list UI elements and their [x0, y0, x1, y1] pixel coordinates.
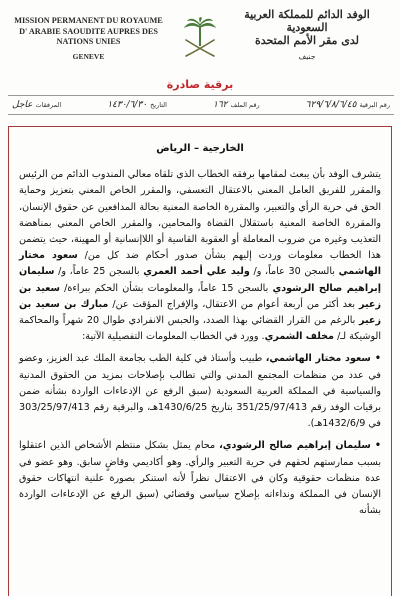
letterhead-french — [6, 16, 171, 62]
addressee: الخارجية – الرياض — [156, 143, 244, 154]
paragraph-text: بالسجن 25 عاماً، و/ — [58, 266, 140, 278]
reference-date — [107, 100, 167, 110]
person-name: سليمان إبراهيم صالح الرشودي — [19, 266, 381, 294]
reference-date-label: التاريخ — [150, 101, 167, 109]
letterhead-arabic-city: جنيف — [298, 52, 316, 61]
bullet-item — [19, 351, 381, 432]
reference-line — [8, 95, 394, 115]
bullet-icon: • — [374, 440, 381, 452]
reference-date-value: ١٤٣٠/٦/٣٠ — [107, 100, 148, 110]
letterhead-arabic — [222, 8, 392, 63]
paragraph-text: بالرغم من القرار القضائي بهذا الصدد، والحبس الانفرادي طوال 20 شهراً والمحاكمة الوشيكة لـ/ — [19, 315, 381, 343]
bullet-text: محام يمثل بشكل منتظم الأشخاص الذين اعتقلوا بسبب ممارستهم لحقهم في حرية التعبير والرأي. وهو أكاديمي وقاضٍ سابق. وهو عضو في عدة منظمات حقوقية وكان في الاعتقال نظراً لأنه استنكر بصورة علنية انتهاكات حقوق الإنسان في المملكة ونداءاته بإصلاح سياسي وقضائي (سبق الرفع عن الإدعاءات الواردة بشأنه — [19, 440, 381, 517]
reference-attachments-label: المرفقات — [35, 101, 62, 109]
bullet-name: سليمان إبراهيم صالح الرشودي، — [219, 440, 371, 452]
letterhead-french-line-2: D' ARABIE SAOUDITE AUPRES DES NATIONS UNIES — [19, 26, 158, 46]
paragraph-text: بعد أكثر من أربعة أعوام من الاعتقال، والإفراج المؤقت عن/ — [112, 298, 356, 310]
paragraph-text: يتشرف الوفد بأن يبعث لمقامها برفقه الخطاب الذي تلقاه معالي المندوب الدائم من الرئيس والمقرر للفريق العامل المعني بالاعتقال التعسفي، والمقرر الخاص المعني بتعزيز وحماية الحق في حرية الرأي والتعبير، والمقررة الخاصة المعنية بحالة المدافعين عن حقوق الإنسان، والمقررة الخاصة المعنية باستقلال القضاة والمحامين، والمقرر الخاص المعني بمناهضة التعذيب وغيره من ضروب المعاملة أو العقوبة القاسية أو اللاإنسانية أو المهينة، حيث يتضمن هذا الخطاب معلومات وردت إليهم بشأن صدور أحكام ضد كل من/ — [19, 169, 381, 262]
letterhead-arabic-line-1: الوفد الدائم للمملكة العربية السعودية — [244, 8, 370, 34]
bullet-name: سعود مختار الهاشمي، — [265, 353, 371, 365]
letter-body — [8, 126, 392, 596]
letterhead-french-line-1: MISSION PERMANENT DU ROYAUME — [14, 16, 163, 25]
letterhead-arabic-line-2: لدى مقر الأمم المتحدة — [254, 34, 360, 47]
bullet-icon: • — [374, 353, 381, 365]
letter-paragraph — [19, 167, 381, 345]
person-name: وليد علي أحمد العمري — [143, 266, 250, 278]
bullet-text: طبيب وأستاذ في كلية الطب بجامعة الملك عبد العزيز، وعضو في عدد من منظمات المجتمع المدني والتي تطالب بإصلاحات بمزيد من الحقوق المدنية والسياسية في المملكة العربية السعودية (سبق الرفع عن الإدعاءات الواردة بشأنه ضمن برقيات الوفد رقم 351/25/97/413 بتاريخ 1430/6/25هـ، والبرقية رقم 303/25/97/413 في 1432/6/9هـ). — [19, 353, 381, 430]
paragraph-text: بالسجن 30 عاماً، و/ — [253, 266, 335, 278]
reference-number-value: ٦٢٩/٦/٨/٦/٤٥ — [305, 100, 357, 110]
reference-file-value: ١٦٢ — [213, 100, 228, 110]
reference-file-label: رقم الملف — [230, 101, 260, 109]
bullet-item — [19, 438, 381, 519]
letterhead-french-city: GENEVE — [72, 51, 105, 61]
paragraph-text: بالسجن 15 عاماً، والمعلومات بشأن الحكم ببراءة/ — [64, 282, 269, 294]
person-name: مخلف الشمري — [264, 331, 334, 343]
paragraph-text: . وورد في الخطاب المعلومات التفصيلية الآتية: — [82, 331, 265, 343]
saudi-emblem-icon — [180, 16, 220, 60]
reference-attachments — [12, 100, 61, 110]
handwritten-note: عاجل — [12, 100, 33, 110]
person-name: مبارك بن سعيد بن زعير — [19, 298, 381, 327]
telegram-title: برقية صادرة — [166, 78, 234, 91]
reference-file — [213, 100, 260, 110]
reference-number-label: رقم البرقية — [359, 101, 390, 109]
person-name: سعيد بن زعير — [19, 282, 381, 310]
person-name: سعود مختار الهاشمي — [19, 250, 381, 278]
reference-number — [306, 100, 390, 110]
